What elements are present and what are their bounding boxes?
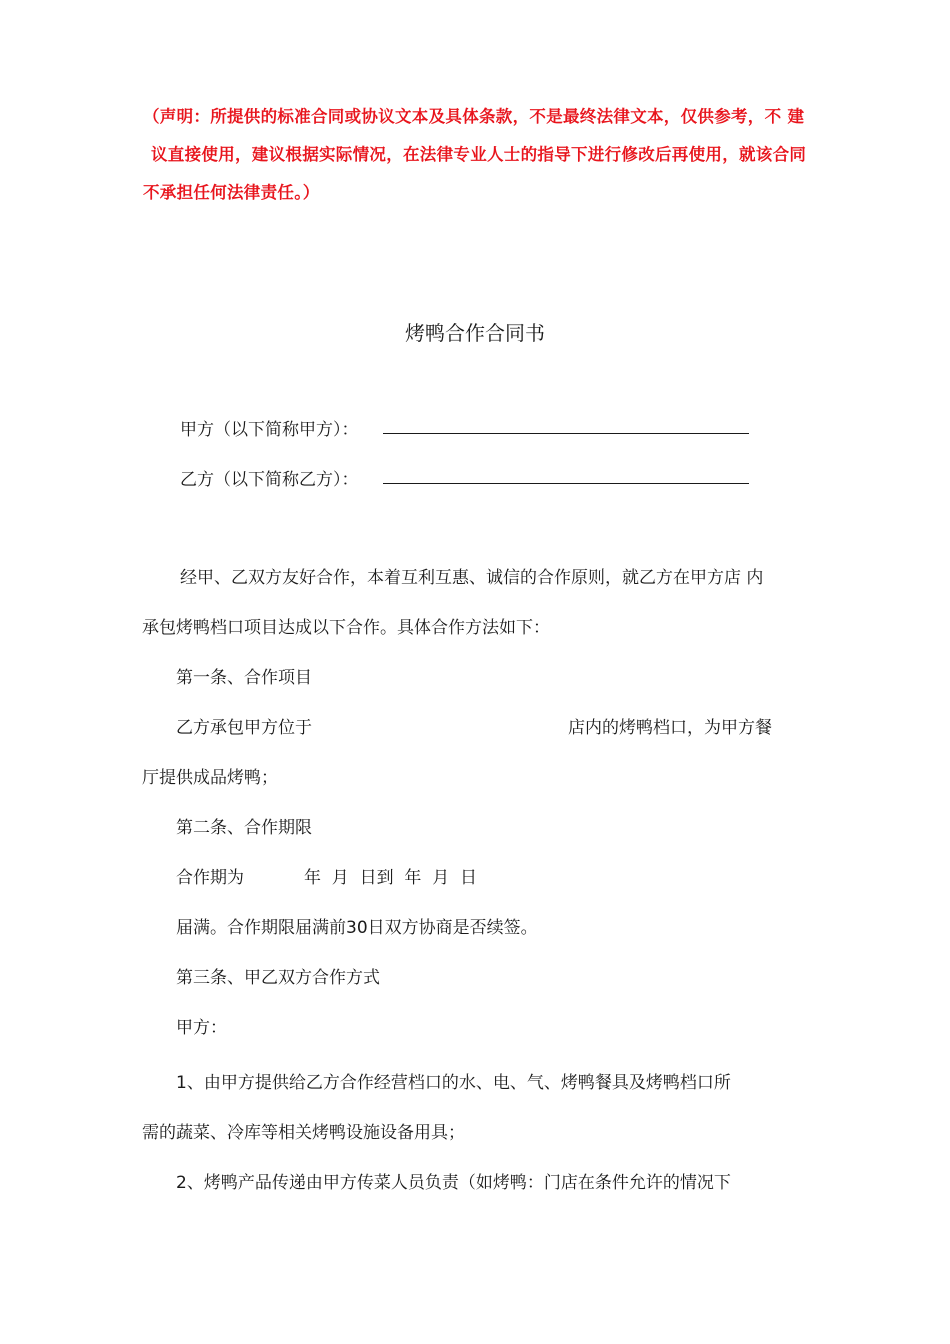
document-title: 烤鸭合作合同书 [405, 321, 545, 345]
article3-item: 1、由甲方提供给乙方合作经营档口的水、电、气、烤鸭餐具及烤鸭档口所 [176, 1073, 731, 1093]
party-b-blank [383, 483, 749, 484]
article1-heading: 第一条、合作项目 [176, 668, 312, 688]
article3-item: 2、烤鸭产品传递由甲方传菜人员负责（如烤鸭：门店在条件允许的情况下 [176, 1173, 731, 1193]
party-a-blank [383, 433, 749, 434]
intro-line: 承包烤鸭档口项目达成以下合作。具体合作方法如下： [142, 618, 550, 638]
article2-heading: 第二条、合作期限 [176, 818, 312, 838]
article3-item: 需的蔬菜、冷库等相关烤鸭设施设备用具； [142, 1123, 465, 1143]
article3-heading: 第三条、甲乙双方合作方式 [176, 968, 380, 988]
article1-text: 店内的烤鸭档口，为甲方餐 [568, 718, 772, 738]
article2-period-dates: 年 月 日到 年 月 日 [304, 868, 478, 888]
article1-text: 乙方承包甲方位于 [176, 718, 312, 738]
party-a-label: 甲方（以下简称甲方）： [180, 420, 359, 440]
article2-period-label: 合作期为 [176, 868, 244, 888]
article1-text: 厅提供成品烤鸭； [142, 768, 278, 788]
intro-line: 经甲、乙双方友好合作，本着互利互惠、诚信的合作原则，就乙方在甲方店 内 [180, 568, 764, 588]
disclaimer-line: （声明：所提供的标准合同或协议文本及具体条款，不是最终法律文本，仅供参考，不 建 [143, 107, 805, 126]
article2-text: 届满。合作期限届满前30日双方协商是否续签。 [176, 918, 538, 938]
party-b-label: 乙方（以下简称乙方）： [180, 470, 359, 490]
article3-party-a: 甲方： [176, 1018, 227, 1038]
disclaimer-line: 议直接使用，建议根据实际情况，在法律专业人士的指导下进行修改后再使用，就该合同 [151, 145, 807, 164]
disclaimer-line: 不承担任何法律责任。） [143, 183, 320, 202]
